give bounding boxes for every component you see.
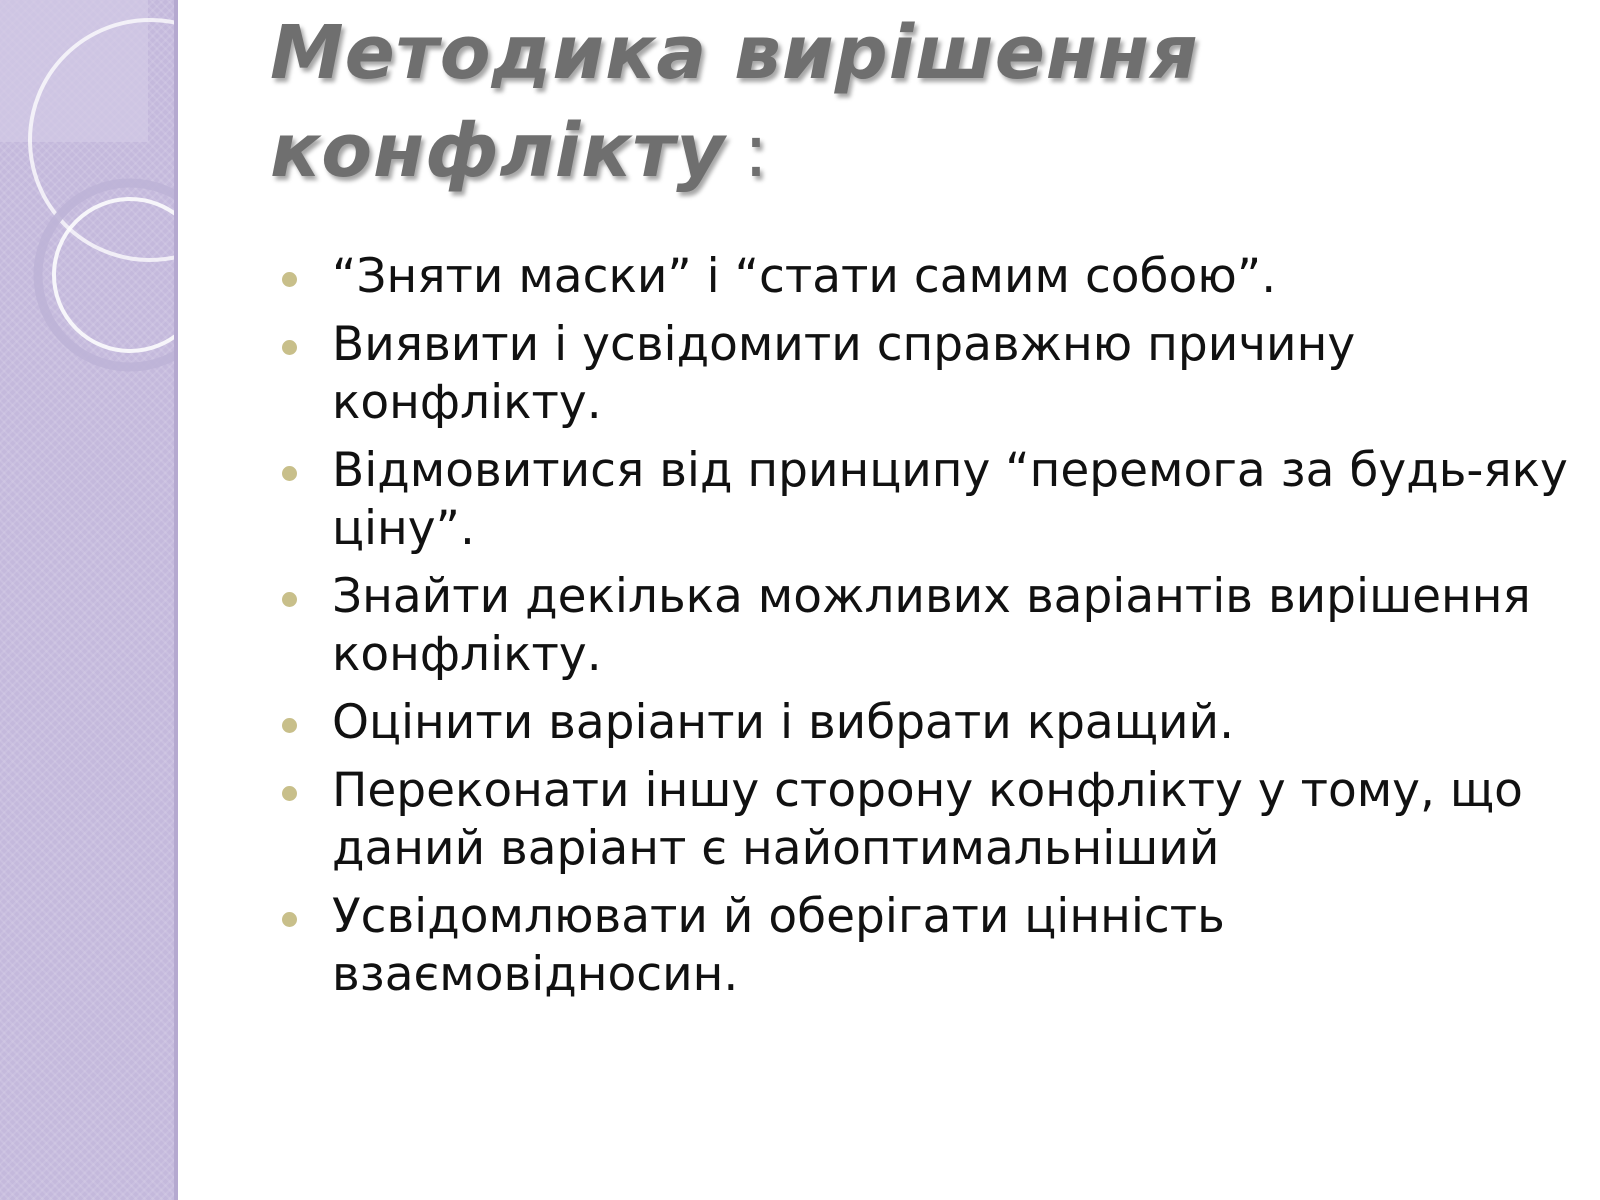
bullet-dot-icon [282, 340, 297, 355]
decor-ring-outer [38, 183, 178, 367]
bullet-list [280, 248, 1570, 1014]
bullet-text-7: Усвідомлювати й оберігати цінність взаємовідносин. [332, 889, 1225, 1002]
bullet-dot-icon [282, 912, 297, 927]
bullet-item-1 [280, 248, 1570, 306]
title-colon: : [743, 108, 770, 194]
bullet-text-2: Виявити і усвідомити справжню причину конфлікту. [332, 317, 1356, 430]
bullet-text-4: Знайти декілька можливих варіантів вирішення конфлікту. [332, 569, 1531, 682]
bullet-item-7 [280, 888, 1570, 1004]
bullet-item-5 [280, 694, 1570, 752]
title-line-2-text: конфлікту [270, 108, 726, 194]
decor-rings [0, 0, 178, 400]
bullet-dot-icon [282, 466, 297, 481]
bullet-text-6: Переконати іншу сторону конфлікту у тому, що даний варіант є найоптимальніший [332, 763, 1523, 876]
side-panel-edge [174, 0, 178, 1200]
bullet-item-6 [280, 762, 1570, 878]
title-line-1: Методика вирішення [270, 10, 1199, 96]
bullet-item-4 [280, 568, 1570, 684]
title-line-2 [270, 102, 1470, 200]
bullet-text-5: Оцінити варіанти і вибрати кращий. [332, 695, 1235, 750]
bullet-dot-icon [282, 786, 297, 801]
bullet-dot-icon [282, 718, 297, 733]
slide-title [270, 4, 1470, 200]
bullet-item-2 [280, 316, 1570, 432]
bullet-item-3 [280, 442, 1570, 558]
bullet-dot-icon [282, 592, 297, 607]
bullet-text-1: “Зняти маски” і “стати самим собою”. [332, 249, 1277, 304]
decor-ring-inner [54, 199, 178, 351]
bullet-dot-icon [282, 272, 297, 287]
bullet-text-3: Відмовитися від принципу “перемога за будь-яку ціну”. [332, 443, 1568, 556]
